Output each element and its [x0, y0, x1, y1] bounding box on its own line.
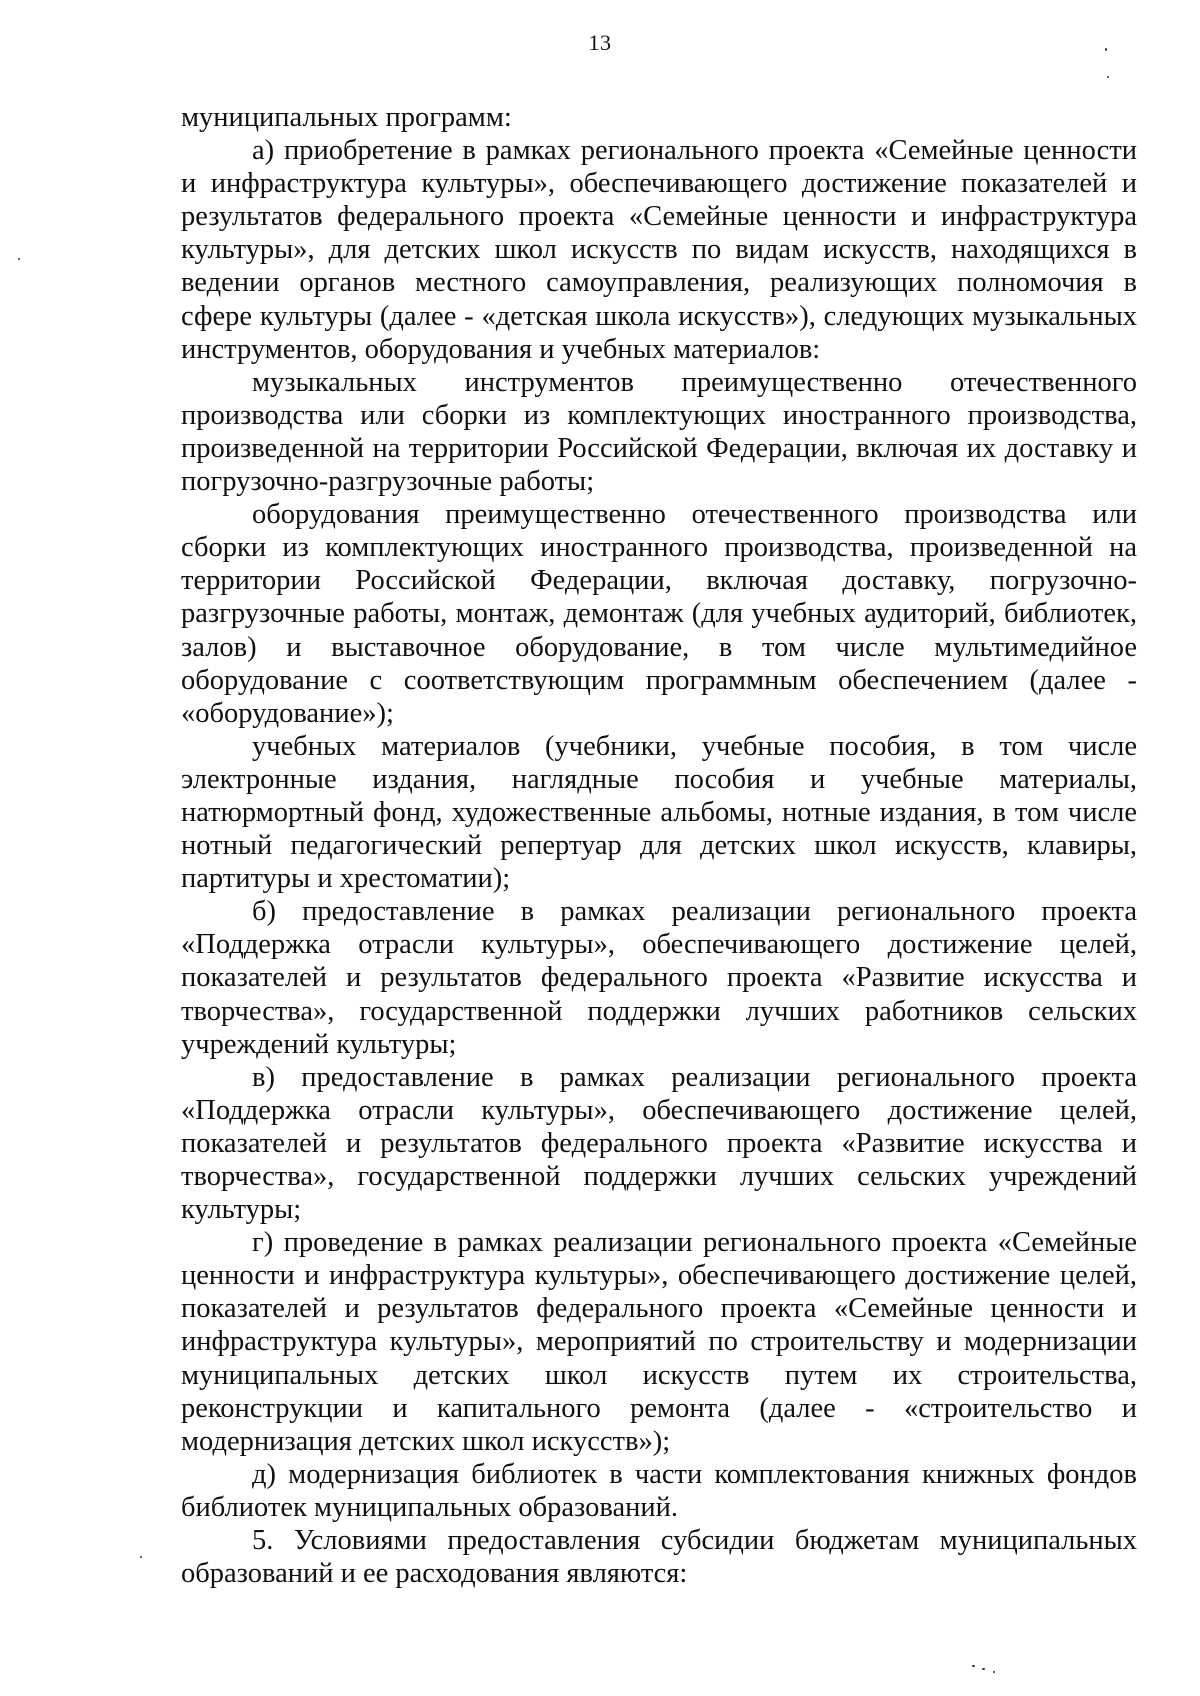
paragraph-item-d: д) модернизация библиотек в части комплектования книжных фондов библиотек муниципальных образований. — [181, 1458, 1137, 1523]
page-number: 13 — [588, 30, 612, 55]
paragraph-learning-materials: учебных материалов (учебники, учебные пособия, в том числе электронные издания, наглядные пособия и учебные материалы, натюрмортный фонд, художественные альбомы, нотные издания, в том числе нотный педагогический репертуар для детских школ искусств, клавиры, партитуры и хрестоматии); — [181, 730, 1137, 895]
paragraph-item-b: б) предоставление в рамках реализации регионального проекта «Поддержка отрасли культуры», обеспечивающего достижение целей, показателей и результатов федерального проекта «Развитие искусства и творчества», государственной поддержки лучших работников сельских учреждений культуры; — [181, 896, 1137, 1060]
scan-speck — [982, 1668, 985, 1670]
document-body — [181, 101, 1137, 1590]
paragraph-equipment: оборудования преимущественно отечественного производства или сборки из комплектующих иностранного производства, произведенной на территории Российской Федерации, включая доставку, погрузочно-разгрузочные работы, монтаж, демонтаж (для учебных аудиторий, библиотек, залов) и выставочное оборудование, в том числе мультимедийное оборудование с соответствующим программным обеспечением (далее - «оборудование»); — [181, 499, 1137, 729]
paragraph-item-g: г) проведение в рамках реализации регионального проекта «Семейные ценности и инфраструктура культуры», обеспечивающего достижение целей, показателей и результатов федерального проекта «Семейные ценности и инфраструктура культуры», мероприятий по строительству и модернизации муниципальных детских школ искусств путем их строительства, реконструкции и капитального ремонта (далее - «строительство и модернизация детских школ искусств»); — [181, 1227, 1137, 1457]
paragraph-item-v: в) предоставление в рамках реализации регионального проекта «Поддержка отрасли культуры», обеспечивающего достижение целей, показателей и результатов федерального проекта «Развитие искусства и творчества», государственной поддержки лучших сельских учреждений культуры; — [181, 1061, 1137, 1226]
paragraph-intro: муниципальных программ: — [181, 102, 512, 133]
scan-speck — [140, 1556, 142, 1558]
paragraph-item-a: а) приобретение в рамках регионального проекта «Семейные ценности и инфраструктура культуры», обеспечивающего достижение показателей и результатов федерального проекта «Семейные ценности и инфраструктура культуры», для детских школ искусств по видам искусств, находящихся в ведении органов местного самоуправления, реализующих полномочия в сфере культуры (далее - «детская школа искусств»), следующих музыкальных инструментов, оборудования и учебных материалов: — [181, 135, 1137, 365]
scan-speck — [18, 258, 20, 260]
scan-speck — [993, 1671, 995, 1673]
paragraph-musical-instruments: музыкальных инструментов преимущественно отечественного производства или сборки из комплектующих иностранного производства, произведенной на территории Российской Федерации, включая их доставку и погрузочно-разгрузочные работы; — [181, 366, 1137, 498]
scan-speck — [1105, 48, 1107, 51]
paragraph-section-5: 5. Условиями предоставления субсидии бюджетам муниципальных образований и ее расходования являются: — [181, 1525, 1137, 1590]
scan-speck — [1107, 76, 1109, 78]
scan-speck — [972, 1665, 975, 1667]
